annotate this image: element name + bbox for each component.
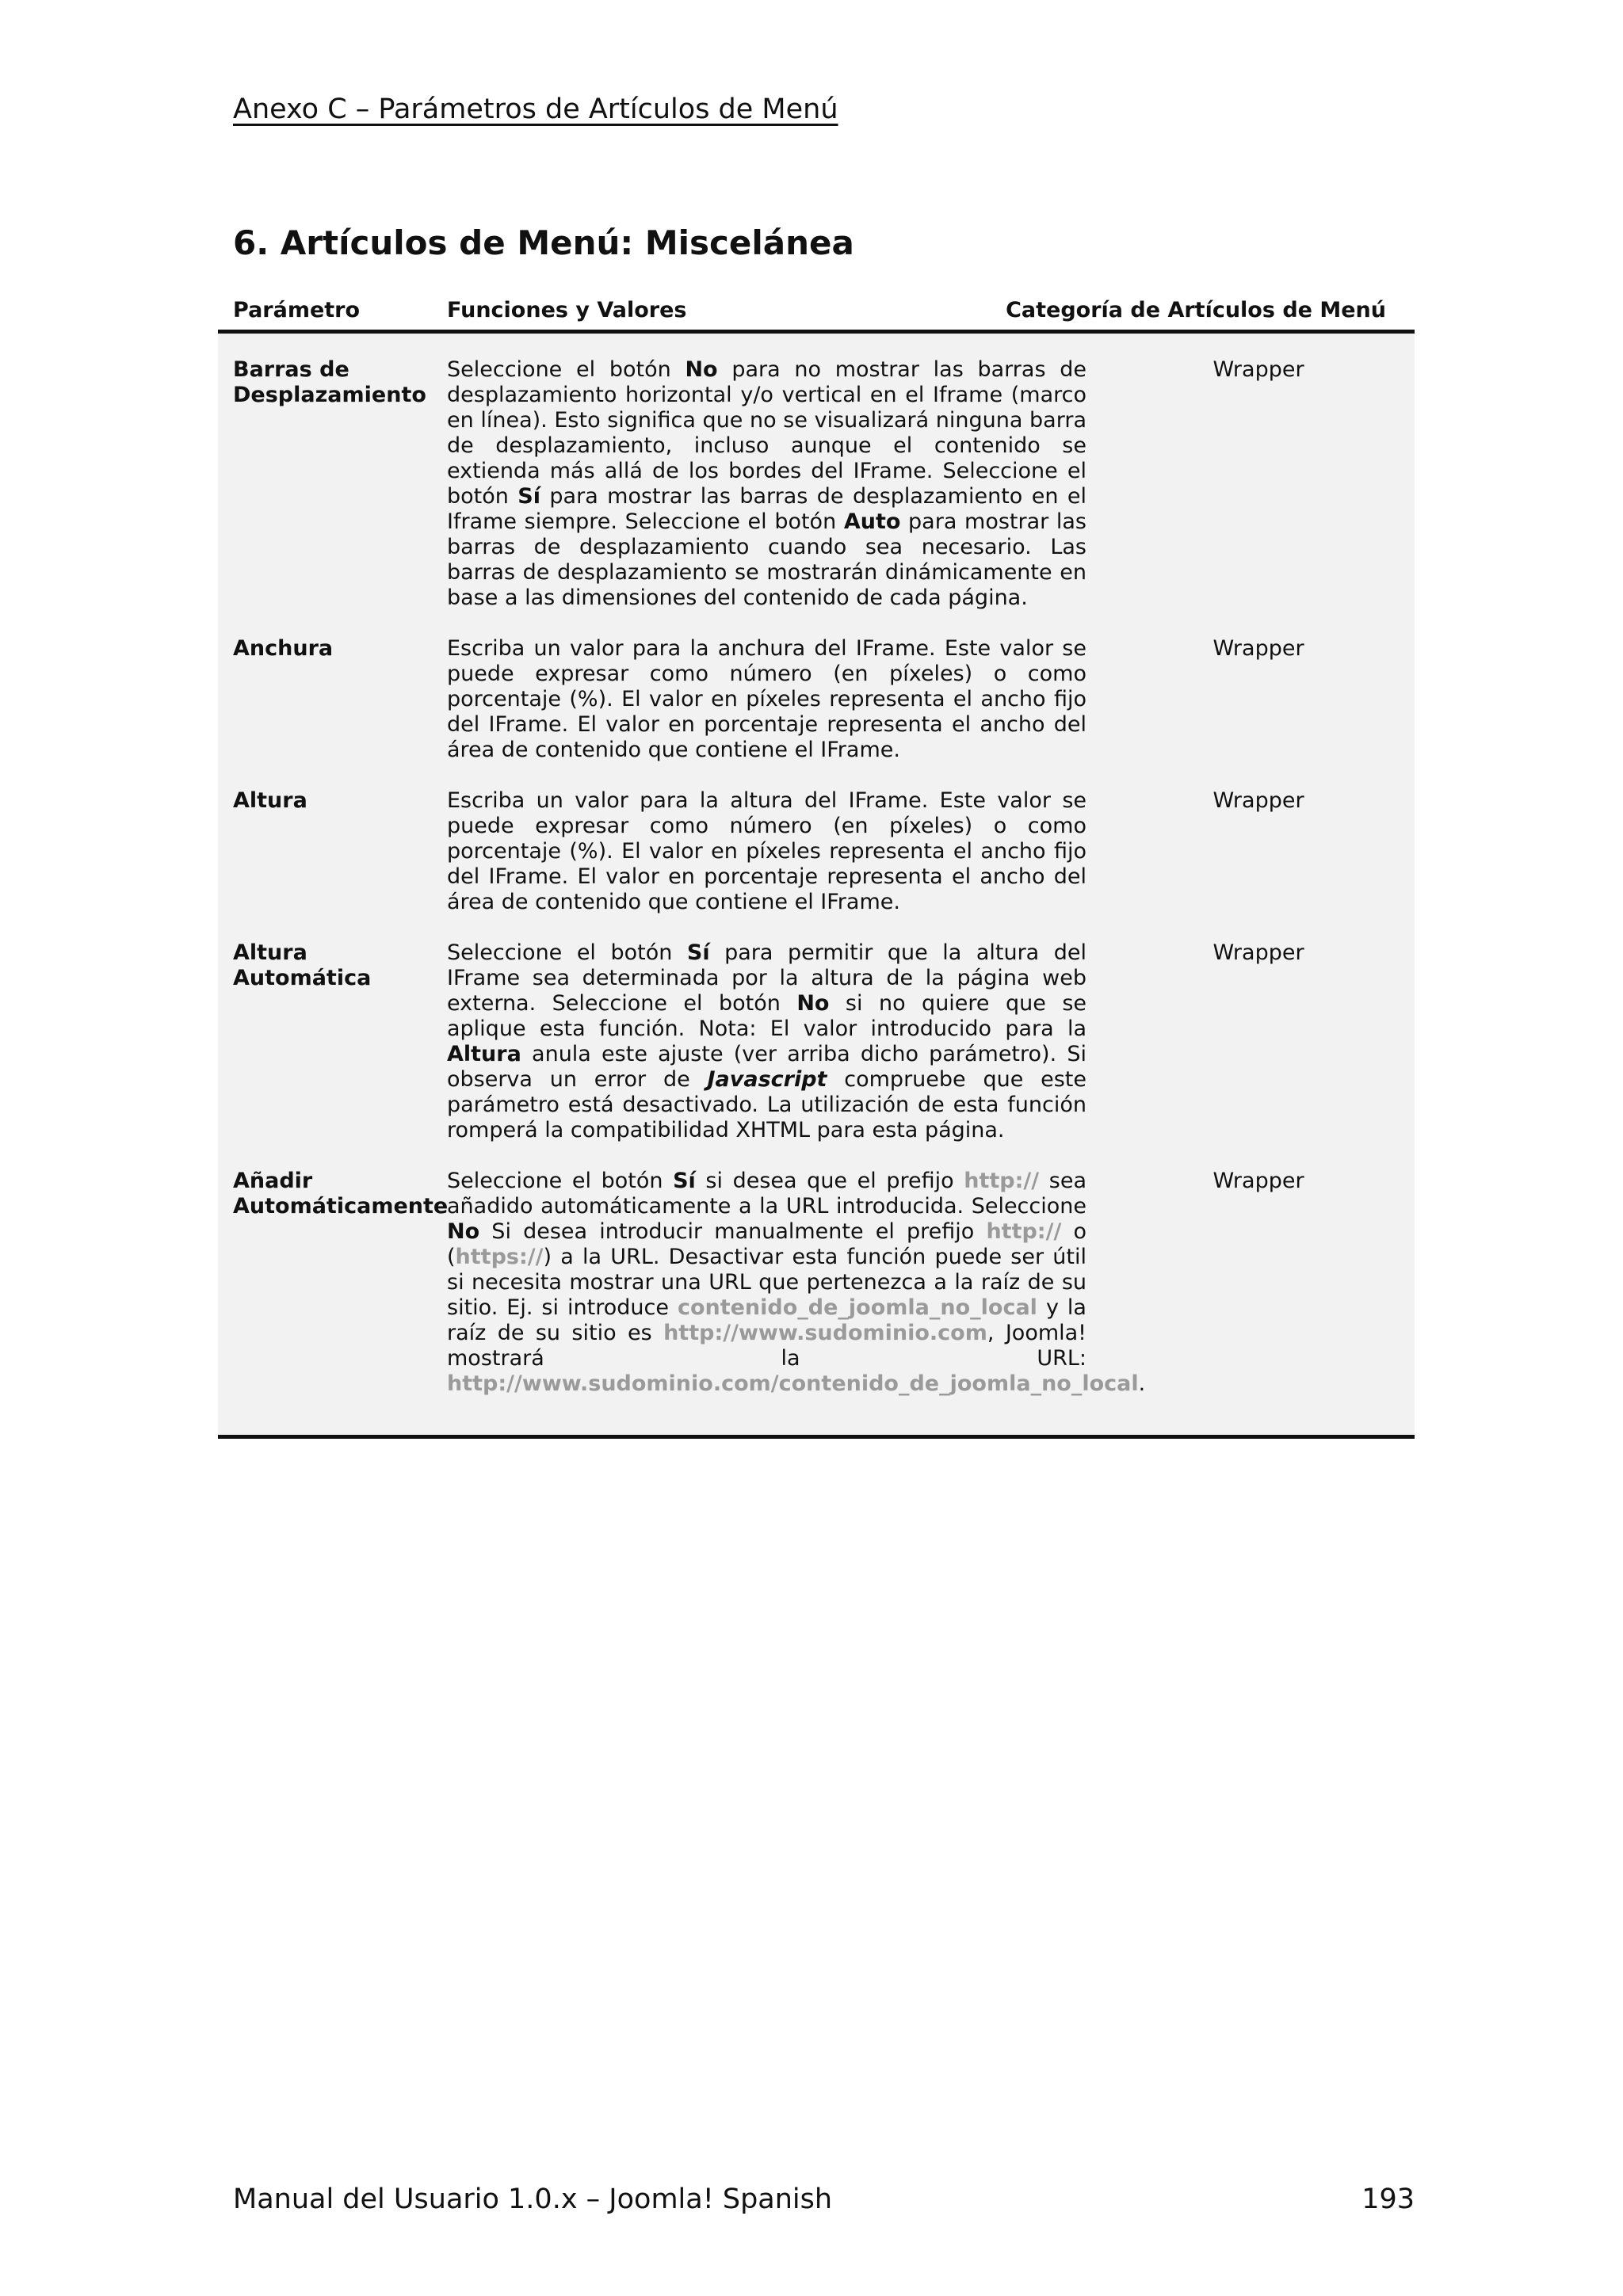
javascript-term: Javascript [707,1067,827,1092]
running-header: Anexo C – Parámetros de Artículos de Menú [233,93,838,125]
function-cell [447,636,1086,763]
text-run: anula este ajuste (ver arriba dicho parámetro). Si observa un error de [447,1042,1086,1092]
option-auto: Auto [843,509,901,534]
url-example: http:// [964,1169,1040,1193]
url-example: http://www.sudominio.com/contenido_de_joomla_no_local [447,1371,1139,1396]
param-cell: Altura Automática [233,940,372,990]
footer-title: Manual del Usuario 1.0.x – Joomla! Spanish [233,2183,833,2215]
function-cell [447,357,1086,611]
parameters-table [218,292,1415,1439]
page-number: 193 [1361,2183,1415,2215]
category-cell: Wrapper [1212,636,1304,661]
text-run: para no mostrar las barras de desplazamiento horizontal y/o vertical en el Iframe (marco en línea). Esto significa que no se visualizará ninguna barra de desplazamiento, incluso aunque el contenido se extienda más allá de los bordes del IFrame. Seleccione el botón [447,357,1086,509]
option-si: Sí [686,940,710,965]
param-cell: Añadir Automáticamente [233,1169,449,1219]
text-run: para mostrar las barras de desplazamiento cuando sea necesario. Las barras de desplazamiento se mostrarán dinámicamente en base a las dimensiones del contenido de cada página. [447,509,1086,610]
option-si: Sí [673,1169,696,1193]
text-run: si no quiere que se aplique esta función. Nota: El valor introducido para la [447,991,1086,1041]
text-run: Seleccione el botón [447,1169,674,1193]
option-si: Sí [517,484,540,509]
table-row [218,636,1415,763]
url-example: https:// [455,1245,544,1269]
text-run: . [1138,1371,1146,1396]
category-cell: Wrapper [1212,940,1304,965]
text-run: sea añadido automáticamente a la URL introducida. Seleccione [447,1169,1086,1219]
text-run: ) a la URL. Desactivar esta función puede ser útil si necesita mostrar una URL que pertenezca a la raíz de su sitio. Ej. si introduce [447,1245,1086,1320]
column-header-funciones: Funciones y Valores [447,298,687,322]
table-row [218,1169,1415,1397]
url-example: http:// [986,1219,1062,1244]
column-header-categoria: Categoría de Artículos de Menú [1006,298,1386,322]
function-cell [447,788,1086,915]
table-body [218,334,1415,1439]
text-run: y la raíz de su sitio es [447,1295,1086,1345]
option-no: No [447,1219,480,1244]
param-cell: Anchura [233,636,334,661]
text-run: o ( [447,1219,1086,1269]
option-no: No [685,357,718,382]
table-row [218,357,1415,611]
text-run: para mostrar las barras de desplazamiento en el Iframe siempre. Seleccione el botón [447,484,1086,534]
text-run: compruebe que este parámetro está desactivado. La utilización de esta función romperá la compatibilidad XHTML para esta página. [447,1067,1086,1142]
param-reference-altura: Altura [447,1042,521,1066]
section-title: 6. Artículos de Menú: Miscelánea [233,223,854,262]
category-cell: Wrapper [1212,357,1304,382]
param-cell: Altura [233,788,307,813]
text-run: si desea que el prefijo [695,1169,964,1193]
param-cell: Barras de Desplazamiento [233,357,426,407]
text-run: Seleccione el botón [447,357,685,382]
table-row [218,940,1415,1143]
text-run: Seleccione el botón [447,940,687,965]
text-run: Si desea introducir manualmente el prefijo [479,1219,987,1244]
column-header-parametro: Parámetro [233,298,361,322]
text-run: Escriba un valor para la anchura del IFrame. Este valor se puede expresar como número (en píxeles) o como porcentaje (%). El valor en píxeles representa el ancho fijo del IFrame. El valor en porcentaje representa el ancho del área de contenido que contiene el IFrame. [447,636,1086,762]
category-cell: Wrapper [1212,788,1304,813]
category-cell: Wrapper [1212,1169,1304,1193]
text-run: , Joomla! mostrará la URL: [447,1321,1087,1371]
option-no: No [796,991,830,1016]
table-row [218,788,1415,915]
url-example: contenido_de_joomla_no_local [677,1295,1037,1320]
function-cell [447,940,1086,1143]
function-cell [447,1169,1146,1397]
table-header [218,292,1415,334]
text-run: para permitir que la altura del IFrame sea determinada por la altura de la página web externa. Seleccione el botón [447,940,1086,1016]
text-run: Escriba un valor para la altura del IFrame. Este valor se puede expresar como número (en píxeles) o como porcentaje (%). El valor en píxeles representa el ancho fijo del IFrame. El valor en porcentaje representa el ancho del área de contenido que contiene el IFrame. [447,788,1086,914]
url-example: http://www.sudominio.com [663,1321,987,1345]
